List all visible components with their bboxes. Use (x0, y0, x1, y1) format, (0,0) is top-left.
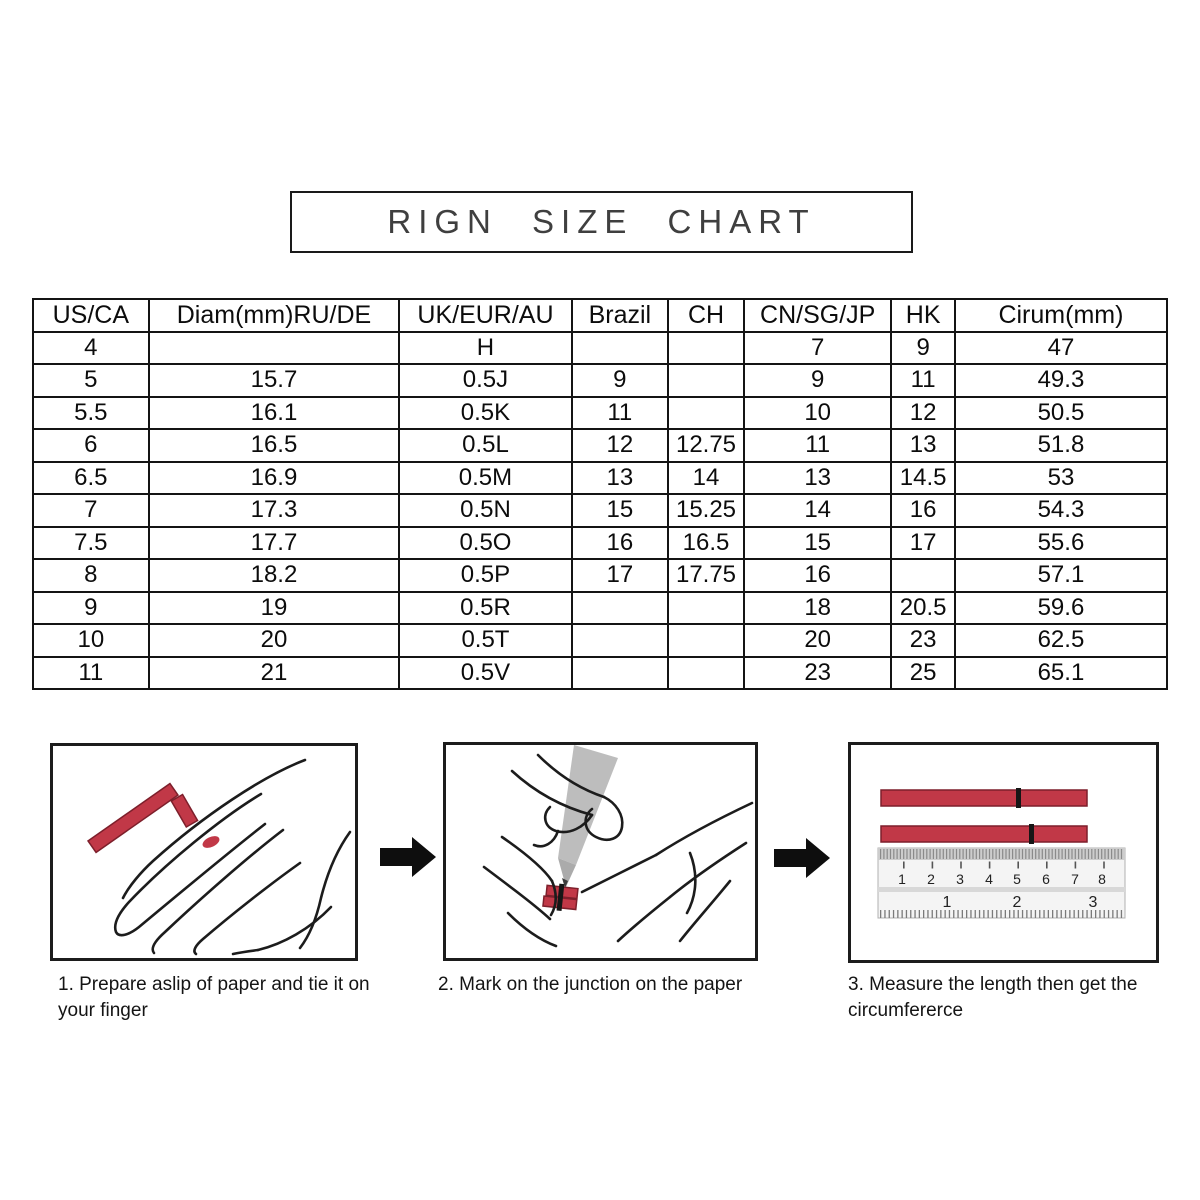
hand-with-paper-slip-illustration (53, 746, 355, 958)
mark-junction-illustration (446, 745, 755, 958)
cell-ukeur: 0.5L (399, 429, 571, 462)
cell-hk (891, 559, 955, 592)
svg-text:3: 3 (1088, 894, 1098, 911)
svg-text:2: 2 (927, 871, 935, 887)
cell-diam: 21 (149, 657, 400, 690)
cell-circum: 50.5 (955, 397, 1167, 430)
measured-strip-1 (881, 790, 1087, 806)
table-row (33, 429, 1167, 462)
cell-diam: 19 (149, 592, 400, 625)
cell-cnsgjp: 18 (744, 592, 891, 625)
strip1-mark (1016, 788, 1021, 808)
cell-usca: 10 (33, 624, 149, 657)
cell-diam: 16.5 (149, 429, 400, 462)
cell-cnsgjp: 15 (744, 527, 891, 560)
cell-cnsgjp: 10 (744, 397, 891, 430)
svg-text:4: 4 (985, 871, 993, 887)
cell-ukeur: 0.5V (399, 657, 571, 690)
cell-circum: 47 (955, 332, 1167, 365)
title-box (290, 191, 913, 253)
cell-circum: 65.1 (955, 657, 1167, 690)
cell-cnsgjp: 23 (744, 657, 891, 690)
cell-usca: 7.5 (33, 527, 149, 560)
cell-ch: 12.75 (668, 429, 744, 462)
step1-caption: 1. Prepare aslip of paper and tie it on your finger (58, 974, 370, 1021)
cell-brazil: 13 (572, 462, 668, 495)
paper-ring-band (171, 795, 197, 827)
table-row (33, 527, 1167, 560)
cell-ukeur: 0.5M (399, 462, 571, 495)
cell-circum: 55.6 (955, 527, 1167, 560)
column-header: CH (668, 299, 744, 332)
cell-usca: 9 (33, 592, 149, 625)
table-row (33, 397, 1167, 430)
cell-brazil: 17 (572, 559, 668, 592)
cell-circum: 59.6 (955, 592, 1167, 625)
arrow-right-icon (380, 837, 436, 877)
cell-cnsgjp: 13 (744, 462, 891, 495)
cell-hk: 20.5 (891, 592, 955, 625)
column-header: US/CA (33, 299, 149, 332)
step2-illustration-box (443, 742, 758, 961)
cell-diam: 16.9 (149, 462, 400, 495)
column-header: HK (891, 299, 955, 332)
cell-ukeur: 0.5R (399, 592, 571, 625)
pen (558, 745, 618, 865)
cell-hk: 14.5 (891, 462, 955, 495)
cell-ch: 17.75 (668, 559, 744, 592)
svg-text:5: 5 (1013, 871, 1021, 887)
svg-text:6: 6 (1042, 871, 1050, 887)
step1-illustration-box (50, 743, 358, 961)
step3-illustration-box (848, 742, 1159, 963)
table-row (33, 624, 1167, 657)
strip2-mark (1029, 824, 1034, 844)
cell-ch: 16.5 (668, 527, 744, 560)
cell-diam: 17.3 (149, 494, 400, 527)
cell-brazil: 9 (572, 364, 668, 397)
cell-ch (668, 657, 744, 690)
svg-text:1: 1 (898, 871, 906, 887)
cell-hk: 25 (891, 657, 955, 690)
cell-hk: 12 (891, 397, 955, 430)
cell-brazil: 15 (572, 494, 668, 527)
cell-circum: 49.3 (955, 364, 1167, 397)
cell-ch (668, 624, 744, 657)
cell-brazil (572, 332, 668, 365)
cell-circum: 51.8 (955, 429, 1167, 462)
step2-caption: 2. Mark on the junction on the paper (438, 974, 743, 995)
cell-diam: 16.1 (149, 397, 400, 430)
cell-circum: 57.1 (955, 559, 1167, 592)
cell-hk: 13 (891, 429, 955, 462)
ruler (878, 848, 1125, 918)
cell-cnsgjp: 11 (744, 429, 891, 462)
cell-ukeur: 0.5N (399, 494, 571, 527)
cell-cnsgjp: 16 (744, 559, 891, 592)
cell-hk: 17 (891, 527, 955, 560)
cell-usca: 6.5 (33, 462, 149, 495)
cell-brazil (572, 624, 668, 657)
arrow-right-icon (774, 838, 830, 878)
cell-usca: 11 (33, 657, 149, 690)
cell-usca: 5 (33, 364, 149, 397)
cell-diam (149, 332, 400, 365)
hands-sketch (484, 755, 752, 946)
column-header: Brazil (572, 299, 668, 332)
table-row (33, 559, 1167, 592)
page-title: RIGN SIZE CHART (387, 203, 816, 240)
cell-diam: 20 (149, 624, 400, 657)
cell-usca: 5.5 (33, 397, 149, 430)
cell-usca: 8 (33, 559, 149, 592)
cell-cnsgjp: 20 (744, 624, 891, 657)
hand-sketch (115, 760, 350, 954)
cell-ukeur: H (399, 332, 571, 365)
cell-ukeur: 0.5K (399, 397, 571, 430)
cell-ukeur: 0.5J (399, 364, 571, 397)
ring-size-table (32, 298, 1168, 690)
svg-text:1: 1 (942, 894, 952, 911)
cell-diam: 17.7 (149, 527, 400, 560)
paper-band-on-finger (543, 882, 579, 912)
cell-hk: 11 (891, 364, 955, 397)
column-header: Diam(mm)RU/DE (149, 299, 400, 332)
svg-text:8: 8 (1098, 871, 1106, 887)
paper-junction-mark (201, 834, 222, 851)
table-row (33, 657, 1167, 690)
table-row (33, 494, 1167, 527)
column-header: Cirum(mm) (955, 299, 1167, 332)
cell-usca: 6 (33, 429, 149, 462)
cell-hk: 23 (891, 624, 955, 657)
cell-ukeur: 0.5T (399, 624, 571, 657)
column-header: CN/SG/JP (744, 299, 891, 332)
cell-diam: 18.2 (149, 559, 400, 592)
column-header: UK/EUR/AU (399, 299, 571, 332)
cell-usca: 7 (33, 494, 149, 527)
cell-ch (668, 364, 744, 397)
table-row (33, 332, 1167, 365)
cell-ch: 15.25 (668, 494, 744, 527)
table-row (33, 364, 1167, 397)
cell-brazil (572, 592, 668, 625)
cell-circum: 54.3 (955, 494, 1167, 527)
cell-ch (668, 397, 744, 430)
cell-ukeur: 0.5O (399, 527, 571, 560)
table-row (33, 592, 1167, 625)
cell-usca: 4 (33, 332, 149, 365)
cell-circum: 62.5 (955, 624, 1167, 657)
cell-cnsgjp: 7 (744, 332, 891, 365)
paper-slip (88, 784, 178, 853)
measured-strip-2 (881, 826, 1087, 842)
cell-cnsgjp: 14 (744, 494, 891, 527)
cell-ch (668, 332, 744, 365)
svg-text:7: 7 (1071, 871, 1079, 887)
cell-brazil: 11 (572, 397, 668, 430)
cell-ukeur: 0.5P (399, 559, 571, 592)
table-row (33, 462, 1167, 495)
svg-text:3: 3 (956, 871, 964, 887)
cell-circum: 53 (955, 462, 1167, 495)
table-header-row (33, 299, 1167, 332)
ruler-measure-illustration (851, 745, 1156, 958)
cell-ch (668, 592, 744, 625)
cell-brazil: 12 (572, 429, 668, 462)
cell-brazil (572, 657, 668, 690)
cell-hk: 16 (891, 494, 955, 527)
cell-diam: 15.7 (149, 364, 400, 397)
cell-brazil: 16 (572, 527, 668, 560)
step3-caption: 3. Measure the length then get the circumfererce (848, 974, 1138, 1021)
cell-ch: 14 (668, 462, 744, 495)
cell-cnsgjp: 9 (744, 364, 891, 397)
cell-hk: 9 (891, 332, 955, 365)
svg-text:2: 2 (1012, 894, 1022, 911)
